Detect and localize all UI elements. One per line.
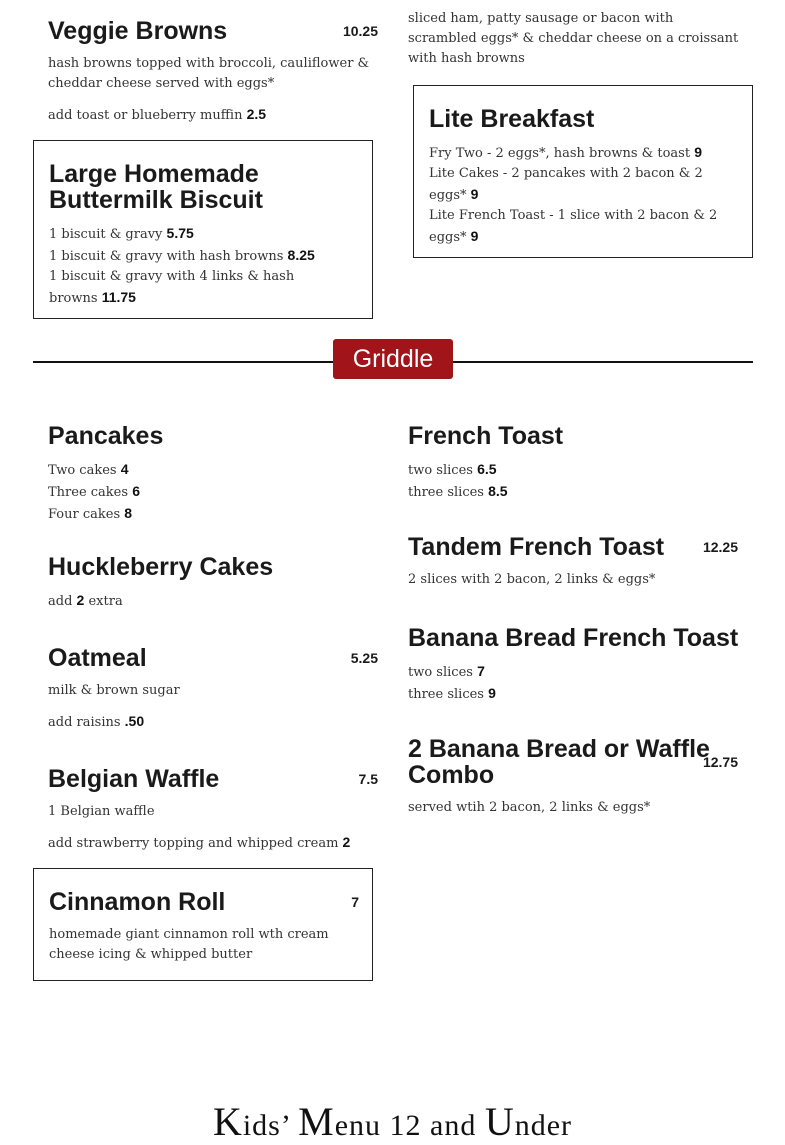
item-description: served wtih 2 bacon, 2 links & eggs* (408, 800, 651, 815)
item-description: milk & brown sugar (48, 683, 180, 698)
section-heading-griddle: Griddle (333, 339, 453, 379)
item-options (408, 661, 748, 705)
item-options (408, 459, 738, 503)
item-price: 7 (351, 894, 359, 910)
croissant-description: sliced ham, patty sausage or bacon with scrambled eggs* & cheddar cheese on a croissant with hash browns (408, 11, 739, 66)
item-description: homemade giant cinnamon roll wth cream cheese icing & whipped butter (49, 927, 329, 962)
item-title: Tandem French Toast (408, 533, 665, 561)
menu-box-cinnamon-roll (33, 868, 373, 981)
item-description: 2 slices with 2 bacon, 2 links & eggs* (408, 572, 656, 587)
menu-item-banana-waffle-combo (408, 736, 738, 818)
item-description: 1 Belgian waffle (48, 804, 155, 819)
option-line: 1 biscuit & gravy with hash browns 8.25 (49, 247, 315, 264)
option-line: Fry Two - 2 eggs*, hash browns & toast 9 (429, 144, 703, 161)
item-price: 5.25 (350, 650, 378, 666)
option-line: three slices 9 (408, 685, 496, 702)
item-title: Cinnamon Roll (49, 888, 226, 916)
option-line: Lite French Toast - 1 slice with 2 bacon & 2 eggs* 9 (429, 208, 718, 245)
item-description: hash browns topped with broccoli, cauliflower & cheddar cheese served with eggs* (48, 56, 370, 91)
item-description: add 2 extra (48, 592, 123, 609)
menu-item-pancakes (48, 423, 378, 525)
item-options (48, 459, 378, 525)
item-title: Oatmeal (48, 644, 147, 672)
option-line: three slices 8.5 (408, 483, 508, 500)
menu-item-huckleberry-cakes (48, 554, 378, 612)
item-addon (48, 104, 378, 126)
item-options (49, 223, 359, 309)
option-line: Three cakes 6 (48, 483, 140, 500)
item-title: Pancakes (48, 422, 164, 450)
item-addon: add strawberry topping and whipped cream 2 (48, 834, 351, 851)
item-title: French Toast (408, 422, 564, 450)
item-price: 12.75 (702, 754, 738, 770)
menu-box-biscuit (33, 140, 373, 319)
section-heading-kids-menu: Kids’ Menu 12 and Under (212, 1099, 573, 1144)
item-title: Large Homemade Buttermilk Biscuit (49, 160, 263, 214)
item-options (429, 142, 739, 248)
addon-price: 2.5 (246, 106, 267, 122)
addon-text: add toast or blueberry muffin (48, 108, 243, 123)
item-title: 2 Banana Bread or Waffle Combo (408, 735, 710, 789)
item-title: Belgian Waffle (48, 765, 220, 793)
menu-item-oatmeal (48, 645, 378, 733)
option-line: two slices 6.5 (408, 461, 497, 478)
menu-item-banana-bread-french-toast (408, 625, 748, 705)
item-price: 12.25 (702, 539, 738, 555)
item-title: Veggie Browns (48, 17, 228, 45)
item-price: 10.25 (342, 23, 378, 39)
menu-item-belgian-waffle (48, 766, 378, 854)
item-title: Banana Bread French Toast (408, 624, 739, 652)
option-line: two slices 7 (408, 663, 485, 680)
option-line: Two cakes 4 (48, 461, 129, 478)
menu-box-lite-breakfast (413, 85, 753, 258)
menu-item-french-toast (408, 423, 738, 503)
menu-item-veggie-browns (48, 18, 378, 126)
option-line: 1 biscuit & gravy with 4 links & hash browns 11.75 (49, 269, 295, 306)
item-addon: add raisins .50 (48, 713, 145, 730)
item-title: Lite Breakfast (429, 105, 595, 133)
option-line: Four cakes 8 (48, 505, 133, 522)
item-title: Huckleberry Cakes (48, 553, 274, 581)
option-line: Lite Cakes - 2 pancakes with 2 bacon & 2 eggs* 9 (429, 166, 703, 203)
menu-item-tandem-french-toast (408, 534, 738, 590)
item-price: 7.5 (358, 771, 378, 787)
option-line: 1 biscuit & gravy 5.75 (49, 225, 194, 242)
